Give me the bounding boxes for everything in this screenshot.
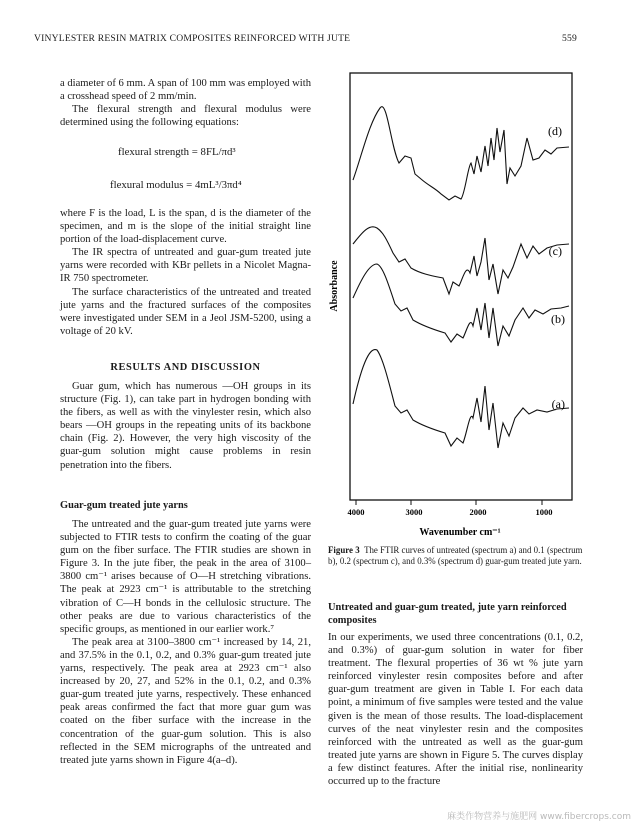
section-heading: RESULTS AND DISCUSSION xyxy=(110,362,261,373)
ftir-figure xyxy=(325,68,585,540)
paragraph: The peak area at 3100–3800 cm⁻¹ increased by 14, 21, and 37.5% in the 0.1, 0.2, and 0.3% guar-gum treated jute yarns, respectively. The peak area at 2923 cm⁻¹ also increased by 20, 27, and 52% in the 0.1, 0.2, and 0.3% guar-gum treated jute yarns, respectively. These enhanced peak areas confirmed the fact that more guar gum was coated on the fiber surface with the increase in the concentration of the guar-gum solution. This is also reflected in the SEM micrographs of the untreated and treated jute yarns shown in Figure 4(a–d). xyxy=(60,636,311,766)
subsection-heading: Untreated and guar-gum treated, jute yarn reinforced composites xyxy=(328,602,567,626)
watermark: 麻类作物营养与施肥网 www.fibercrops.com xyxy=(447,812,631,822)
curve-label-c: (c) xyxy=(548,244,562,258)
paragraph: a diameter of 6 mm. A span of 100 mm was employed with a crosshead speed of 2 mm/min. xyxy=(60,78,311,103)
subsection-heading: Guar-gum treated jute yarns xyxy=(60,500,188,511)
spectrum-a xyxy=(353,350,569,448)
equation-flexural-modulus: flexural modulus = 4mL³/3πd⁴ xyxy=(110,179,242,191)
paragraph: where F is the load, L is the span, d is the diameter of the specimen, and m is the slope of the initial straight line portion of the load-displacement curve. xyxy=(60,208,311,246)
paragraph: In our experiments, we used three concentrations (0.1, 0.2, and 0.3%) of guar-gum solution in water for fiber treatment. The flexural properties of 36 wt % jute yarn reinforced vinylester resin composites before and after guar-gum treatment are given in Table I. For each data point, a minimum of five samples were tested and the value given is the mean of those results. The load-displacement curves of the neat vinylester resin and the composites reinforced with the untreated as well as the guar-gum treated jute yarns are shown in Figure 5. The curves display a few distinct features. After the initial rise, nonlinearity occurred up to the fracture xyxy=(328,632,583,788)
left-bottom-block xyxy=(60,518,311,767)
spectra xyxy=(353,107,569,448)
paragraph: The surface characteristics of the untreated and treated jute yarns and the fractured surfaces of the composites were investigated under SEM in a Jeol JSM-5200, using a voltage of 20 kV. xyxy=(60,286,311,337)
paragraph: The IR spectra of untreated and guar-gum treated jute yarns were recorded with KBr pellets in a Nicolet Magna-IR 750 spectrometer. xyxy=(60,247,311,285)
left-mid-block xyxy=(60,207,311,338)
spectrum-c xyxy=(353,227,569,294)
curve-label-d: (d) xyxy=(548,124,562,138)
right-bottom-block xyxy=(328,631,583,788)
plot-frame xyxy=(350,73,572,500)
left-results-block xyxy=(60,380,311,472)
x-axis-label: Wavenumber cm⁻¹ xyxy=(419,527,501,538)
x-tick-label: 4000 xyxy=(347,507,365,517)
caption-text: The FTIR curves of untreated (spectrum a) and 0.1 (spectrum b), 0.2 (spectrum c), and 0.3% (spectrum d) guar-gum treated jute yarn. xyxy=(328,545,583,567)
x-tick-label: 3000 xyxy=(405,507,423,517)
paragraph: Guar gum, which has numerous —OH groups in its structure (Fig. 1), can take part in hydrogen bonding with the fibers, as well as with the vinylester resin, which also bears —OH groups in the repeating units of its backbone chain (Fig. 2). However, the very high viscosity of the guar-gum solution might cause problems in resin penetration into the fibers. xyxy=(60,381,311,471)
x-tick-label: 2000 xyxy=(469,507,487,517)
equation-flexural-strength: flexural strength = 8FL/πd³ xyxy=(118,146,236,158)
x-tick-label: 1000 xyxy=(535,507,553,517)
spectrum-d xyxy=(353,107,569,200)
paragraph: The flexural strength and flexural modulus were determined using the following equations: xyxy=(60,104,311,129)
curve-label-b: (b) xyxy=(551,312,565,326)
y-axis-label: Absorbance xyxy=(329,260,340,312)
spectrum-b xyxy=(353,264,569,346)
caption-label: Figure 3 xyxy=(328,545,360,555)
x-ticks xyxy=(356,500,542,505)
curve-label-a: (a) xyxy=(551,397,565,411)
paragraph: The untreated and the guar-gum treated jute yarns were subjected to FTIR tests to confirm the coating of the guar gum on the fiber surface. The FTIR studies are shown in Figure 3. In the jute fiber, the peak in the area of 3100–3800 cm⁻¹ arises because of O—H stretching vibrations. The peak at 2923 cm⁻¹ is attributable to the stretching vibration of C—H bonds in the cellulosic structure. The other peaks are due to various characteristics of the specific groups, as mentioned in our earlier work.⁷ xyxy=(60,519,311,635)
figure-caption xyxy=(328,545,583,567)
page-number: 559 xyxy=(562,33,577,44)
left-top-block xyxy=(60,77,311,129)
running-title: VINYLESTER RESIN MATRIX COMPOSITES REINFORCED WITH JUTE xyxy=(34,33,351,44)
